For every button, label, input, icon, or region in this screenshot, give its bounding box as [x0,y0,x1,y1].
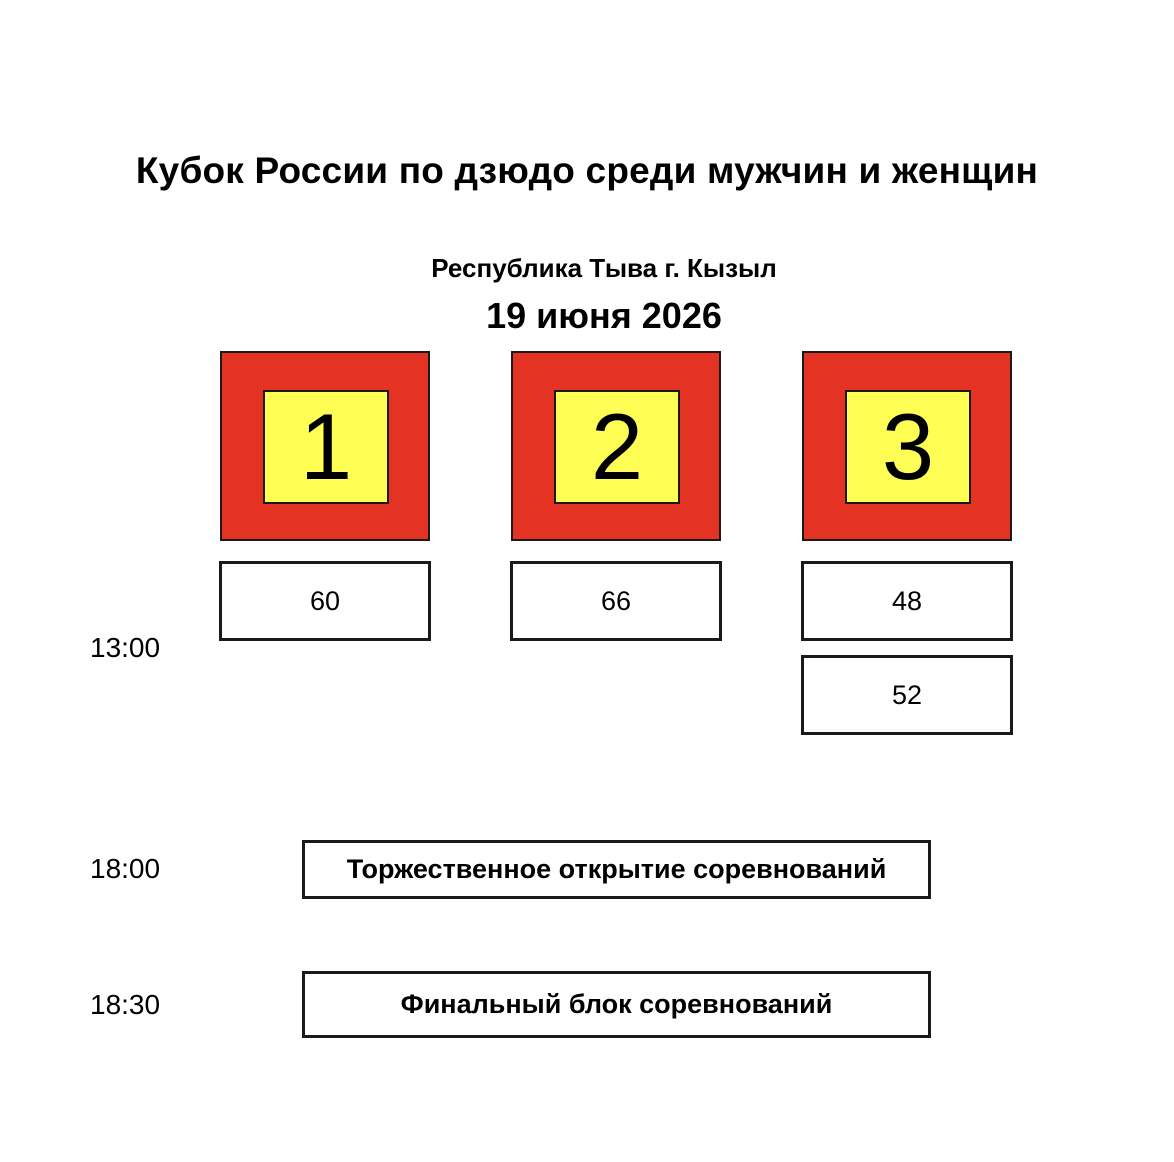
tatami-3 [802,351,1012,541]
time-1830: 18:30 [90,989,161,1020]
tatami-3-center [845,390,971,504]
tatami-2-number: 2 [590,394,644,499]
final-block-box: Финальный блок соревнований [302,971,931,1038]
tatami-2-center [554,390,680,504]
tatami-2 [511,351,721,541]
tatami-1-category-1: 60 [219,561,431,641]
tatami-3-category-2: 52 [801,655,1013,735]
event-date: 19 июня 2026 [486,295,722,336]
tatami-1-center [263,390,389,504]
tatami-3-number: 3 [881,394,935,499]
tatami-1-number: 1 [299,394,353,499]
page-title: Кубок России по дзюдо среди мужчин и женщин [135,150,1039,191]
tatami-3-category-1: 48 [801,561,1013,641]
tatami-1 [220,351,430,541]
event-location: Республика Тыва г. Кызыл [431,253,777,283]
opening-ceremony-box: Торжественное открытие соревнований [302,840,931,899]
time-1300: 13:00 [90,632,161,663]
tatami-2-category-1: 66 [510,561,722,641]
time-1800: 18:00 [90,853,161,884]
